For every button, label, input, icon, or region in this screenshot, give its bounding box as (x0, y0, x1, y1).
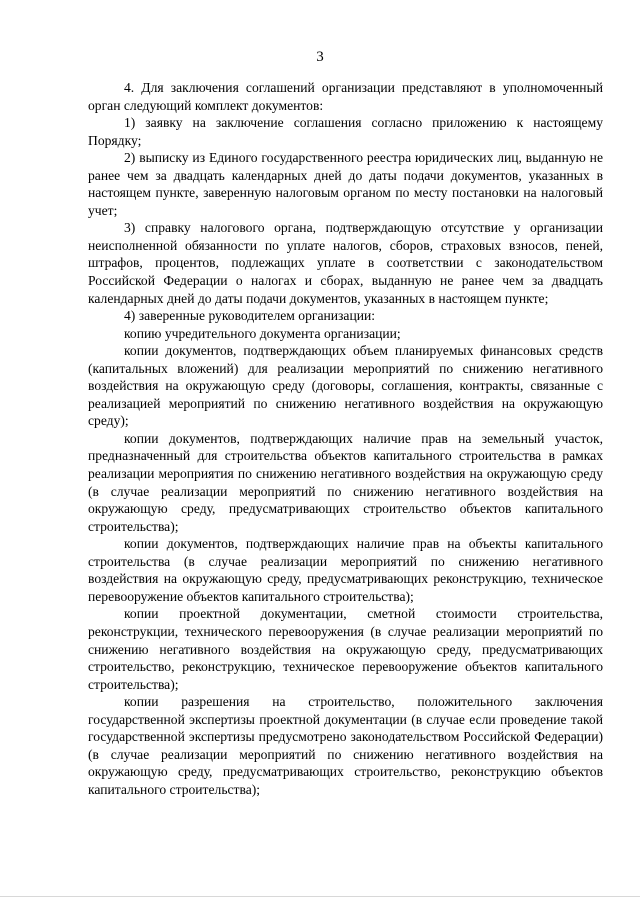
subitem-property-rights: копии документов, подтверждающих наличие прав на объекты капитального строительства (в случае реализации мероприятий по снижению негативного воздействия на окружающую среду, предусматривающих реконструкцию, техническое перевооружение объектов капитального строительства); (88, 536, 603, 604)
list-item-2-registry-extract: 2) выписку из Единого государственного реестра юридических лиц, выданную не ранее чем за двадцать календарных дней до даты подачи документов, указанных в настоящем пункте, заверенную налоговым органом по месту постановки на налоговый учет; (88, 150, 603, 218)
subitem-financial-documents: копии документов, подтверждающих объем планируемых финансовых средств (капитальных вложений) для реализации мероприятий по снижению негативного воздействия на окружающую среду (договоры, соглашения, контракты, связанные с реализацией мероприятий по снижению негативного воздействия на окружающую среду); (88, 343, 603, 429)
list-item-1-application: 1) заявку на заключение соглашения согласно приложению к настоящему Порядку; (88, 115, 603, 148)
page-number: 3 (316, 49, 324, 65)
list-item-4-certified-docs: 4) заверенные руководителем организации: (124, 308, 376, 324)
document-body (88, 79, 603, 798)
subitem-project-documentation: копии проектной документации, сметной стоимости строительства, реконструкции, технического перевооружения (в случае реализации мероприятий по снижению негативного воздействия на окружающую среду, предусматривающих строительство, реконструкцию, техническое перевооружение объектов капитального строительства); (88, 606, 603, 692)
paragraph-4-intro: 4. Для заключения соглашений организации представляют в уполномоченный орган следующий комплект документов: (88, 80, 603, 113)
subitem-founding-document: копию учредительного документа организации; (124, 325, 401, 341)
subitem-land-rights: копии документов, подтверждающих наличие прав на земельный участок, предназначенный для строительства объектов капитального строительства в рамках реализации мероприятия по снижению негативного воздействия на окружающую среду (в случае реализации мероприятий по снижению негативного воздействия на окружающую среду, предусматривающих строительство объектов капитального строительства); (88, 430, 603, 534)
page-bottom-edge (0, 896, 640, 897)
subitem-building-permit: копии разрешения на строительство, положительного заключения государственной экспертизы проектной документации (в случае если проведение такой государственной экспертизы предусмотрено законодательством Российской Федерации) (в случае реализации мероприятий по снижению негативного воздействия на окружающую среду, предусматривающих строительство, реконструкцию объектов капитального строительства); (88, 694, 603, 797)
list-item-3-tax-certificate: 3) справку налогового органа, подтверждающую отсутствие у организации неисполненной обязанности по уплате налогов, сборов, страховых взносов, пеней, штрафов, процентов, подлежащих уплате в соответствии с законодательством Российской Федерации о налогах и сборах, выданную не ранее чем за двадцать календарных дней до даты подачи документов, указанных в настоящем пункте; (88, 220, 603, 306)
